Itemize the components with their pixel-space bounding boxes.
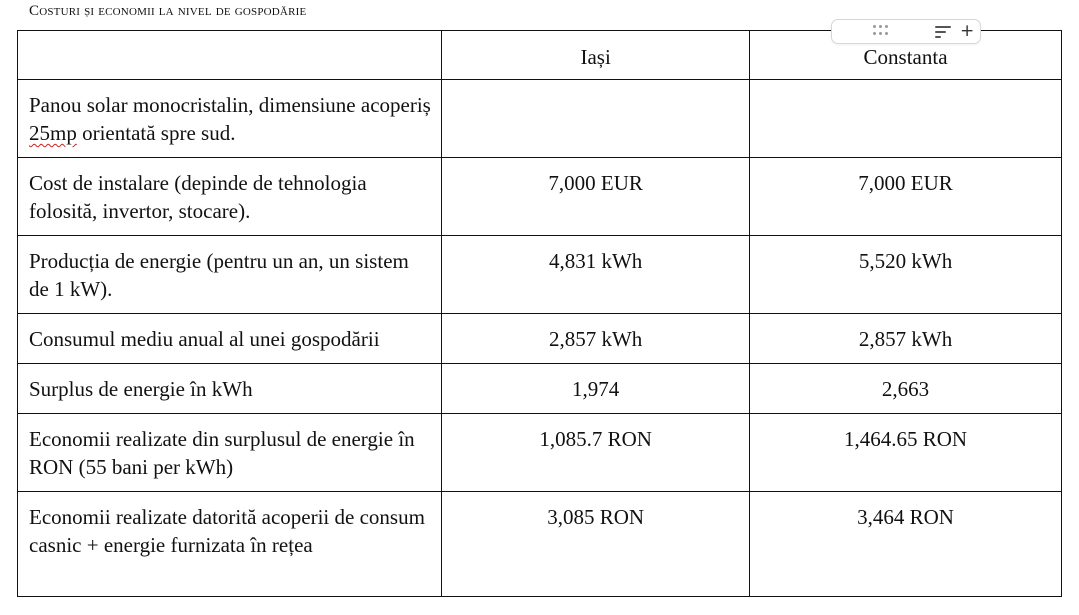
table-caption: Costuri și economii la nivel de gospodărie <box>29 3 307 19</box>
value-cell-iasi[interactable] <box>442 158 750 236</box>
table-row <box>18 236 1062 314</box>
header-label-iasi: Iași <box>580 45 611 69</box>
value-iasi: 7,000 EUR <box>548 171 643 195</box>
row-label-cell[interactable] <box>18 314 442 364</box>
table-row <box>18 364 1062 414</box>
value-cell-constanta[interactable] <box>750 364 1062 414</box>
table-row <box>18 314 1062 364</box>
costs-table <box>17 30 1062 597</box>
spelling-flagged-word[interactable]: 25mp <box>29 121 77 145</box>
row-label: Cost de instalare (depinde de tehnologia folosită, invertor, stocare). <box>29 171 367 223</box>
value-cell-constanta[interactable] <box>750 80 1062 158</box>
value-cell-iasi[interactable] <box>442 236 750 314</box>
add-icon[interactable]: + <box>960 21 975 41</box>
value-constanta: 2,857 kWh <box>858 327 953 351</box>
value-iasi: 3,085 RON <box>547 505 645 529</box>
row-label-cell[interactable] <box>18 80 442 158</box>
value-cell-constanta[interactable] <box>750 236 1062 314</box>
row-label: Economii realizate din surplusul de energie în RON (55 bani per kWh) <box>29 427 415 479</box>
value-iasi: 2,857 kWh <box>548 327 643 351</box>
value-cell-constanta[interactable] <box>750 314 1062 364</box>
value-cell-constanta[interactable] <box>750 158 1062 236</box>
value-cell-constanta[interactable] <box>750 492 1062 597</box>
header-label-constanta: Constanta <box>863 45 948 69</box>
header-cell-iasi[interactable] <box>442 31 750 80</box>
row-label: Panou solar monocristalin, dimensiune acoperiș 25mp orientată spre sud. <box>29 93 431 145</box>
value-constanta: 7,000 EUR <box>858 171 953 195</box>
value-cell-iasi[interactable] <box>442 314 750 364</box>
value-constanta: 1,464.65 RON <box>844 427 968 451</box>
row-label-cell[interactable] <box>18 158 442 236</box>
row-label-cell[interactable] <box>18 414 442 492</box>
row-label: Consumul mediu anual al unei gospodării <box>29 327 380 351</box>
row-label: Producția de energie (pentru un an, un sistem de 1 kW). <box>29 249 409 301</box>
row-label-cell[interactable] <box>18 364 442 414</box>
table-toolbar <box>831 19 981 44</box>
value-iasi: 4,831 kWh <box>548 249 643 273</box>
row-label: Economii realizate datorită acoperii de consum casnic + energie furnizata în rețea <box>29 505 425 557</box>
row-label: Surplus de energie în kWh <box>29 377 253 401</box>
value-constanta: 3,464 RON <box>857 505 954 529</box>
table-row <box>18 80 1062 158</box>
row-label-cell[interactable] <box>18 236 442 314</box>
table-row <box>18 158 1062 236</box>
sort-icon[interactable] <box>935 26 951 38</box>
value-cell-constanta[interactable] <box>750 414 1062 492</box>
value-cell-iasi[interactable] <box>442 414 750 492</box>
table-row <box>18 414 1062 492</box>
drag-handle-icon[interactable] <box>873 25 891 37</box>
value-iasi: 1,974 <box>572 377 620 401</box>
value-cell-iasi[interactable] <box>442 364 750 414</box>
value-cell-iasi[interactable] <box>442 80 750 158</box>
value-constanta: 5,520 kWh <box>858 249 953 273</box>
value-iasi: 1,085.7 RON <box>539 427 652 451</box>
value-cell-iasi[interactable] <box>442 492 750 597</box>
table-row <box>18 492 1062 597</box>
value-constanta: 2,663 <box>881 377 930 401</box>
header-cell-empty[interactable] <box>18 31 442 80</box>
row-label-cell[interactable] <box>18 492 442 597</box>
